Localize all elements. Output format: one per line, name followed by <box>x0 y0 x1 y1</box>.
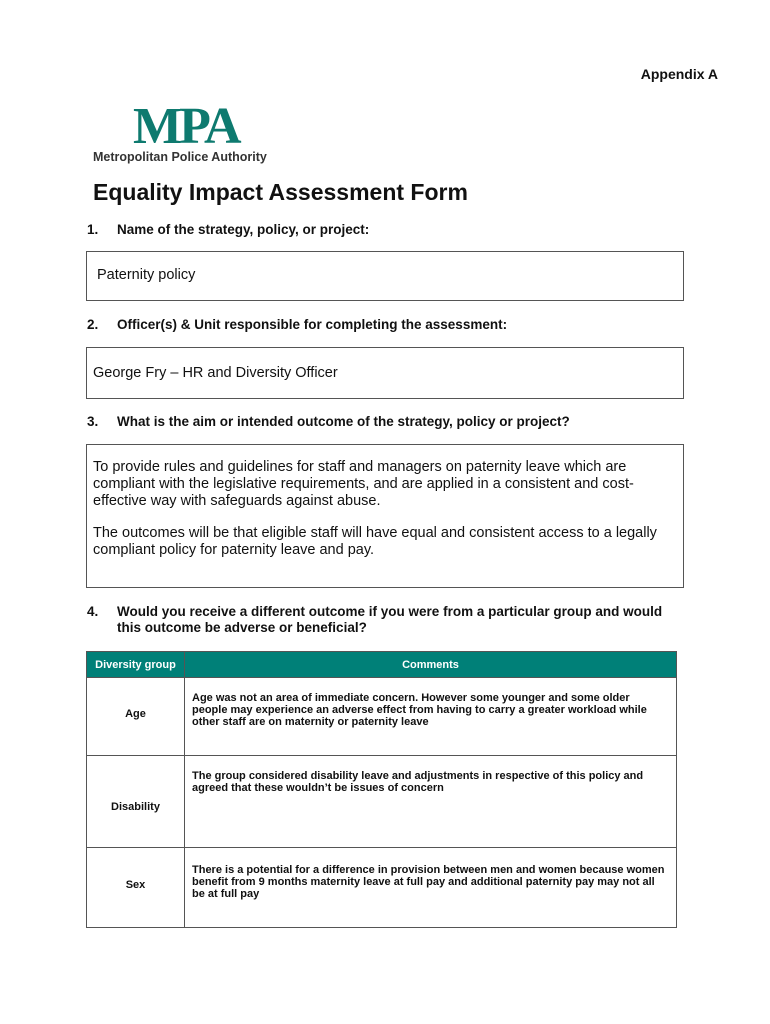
comment-text: Age was not an area of immediate concern. However some younger and some older people may experience an adverse effect from having to carry a greater workload while other staff are on maternity or paternity leave <box>192 692 647 728</box>
mpa-logo-mark <box>93 100 253 148</box>
mpa-logo <box>93 100 267 164</box>
answer-field-strategy-name[interactable] <box>86 251 684 301</box>
question-2 <box>87 317 507 333</box>
question-number: 3. <box>87 414 99 429</box>
question-text: Officer(s) & Unit responsible for completing the assessment: <box>117 317 508 332</box>
answer-paragraph: To provide rules and guidelines for staff and managers on paternity leave which are compliant with the legislative requirements, and are applied in a consistent and cost-effective way with safeguards against abuse. <box>93 459 634 509</box>
question-1 <box>87 222 369 238</box>
comment-cell[interactable] <box>185 678 677 756</box>
diversity-group-cell <box>87 756 185 848</box>
question-text: Would you receive a different outcome if you were from a particular group and would this outcome be adverse or beneficial? <box>117 604 663 635</box>
logo-organisation-name: Metropolitan Police Authority <box>93 150 267 164</box>
question-number: 2. <box>87 317 99 332</box>
group-label: Sex <box>125 879 146 891</box>
answer-text: George Fry – HR and Diversity Officer <box>93 365 338 381</box>
comment-text: The group considered disability leave and adjustments in respective of this policy and agreed that these wouldn’t be issues of concern <box>192 770 644 794</box>
group-label: Disability <box>111 801 160 813</box>
question-number: 4. <box>87 604 99 619</box>
header-diversity-group: Diversity group <box>87 652 185 678</box>
question-4 <box>87 604 687 636</box>
header-comments: Comments <box>185 652 677 678</box>
table-row <box>87 756 677 848</box>
table-row <box>87 678 677 756</box>
appendix-label: Appendix A <box>640 66 718 82</box>
table-row <box>87 848 677 928</box>
question-text: Name of the strategy, policy, or project: <box>117 222 370 237</box>
answer-field-officer[interactable] <box>86 347 684 399</box>
comment-cell[interactable] <box>185 756 677 848</box>
answer-text: Paternity policy <box>97 267 196 283</box>
question-number: 1. <box>87 222 99 237</box>
table-header-row <box>87 652 677 678</box>
question-3 <box>87 414 570 430</box>
logo-mark-text: MPA <box>133 100 239 148</box>
group-label: Age <box>125 708 146 720</box>
diversity-group-cell <box>87 678 185 756</box>
form-title: Equality Impact Assessment Form <box>93 179 468 205</box>
answer-field-aim[interactable] <box>86 444 684 588</box>
comment-text: There is a potential for a difference in provision between men and women because women benefit from 9 months maternity leave at full pay and additional paternity pay may not all be at full pay <box>192 864 665 900</box>
comment-cell[interactable] <box>185 848 677 928</box>
diversity-group-cell <box>87 848 185 928</box>
answer-paragraph: The outcomes will be that eligible staff will have equal and consistent access to a legally compliant policy for paternity leave and pay. <box>93 525 657 558</box>
diversity-table <box>86 651 677 928</box>
question-text: What is the aim or intended outcome of the strategy, policy or project? <box>117 414 570 429</box>
